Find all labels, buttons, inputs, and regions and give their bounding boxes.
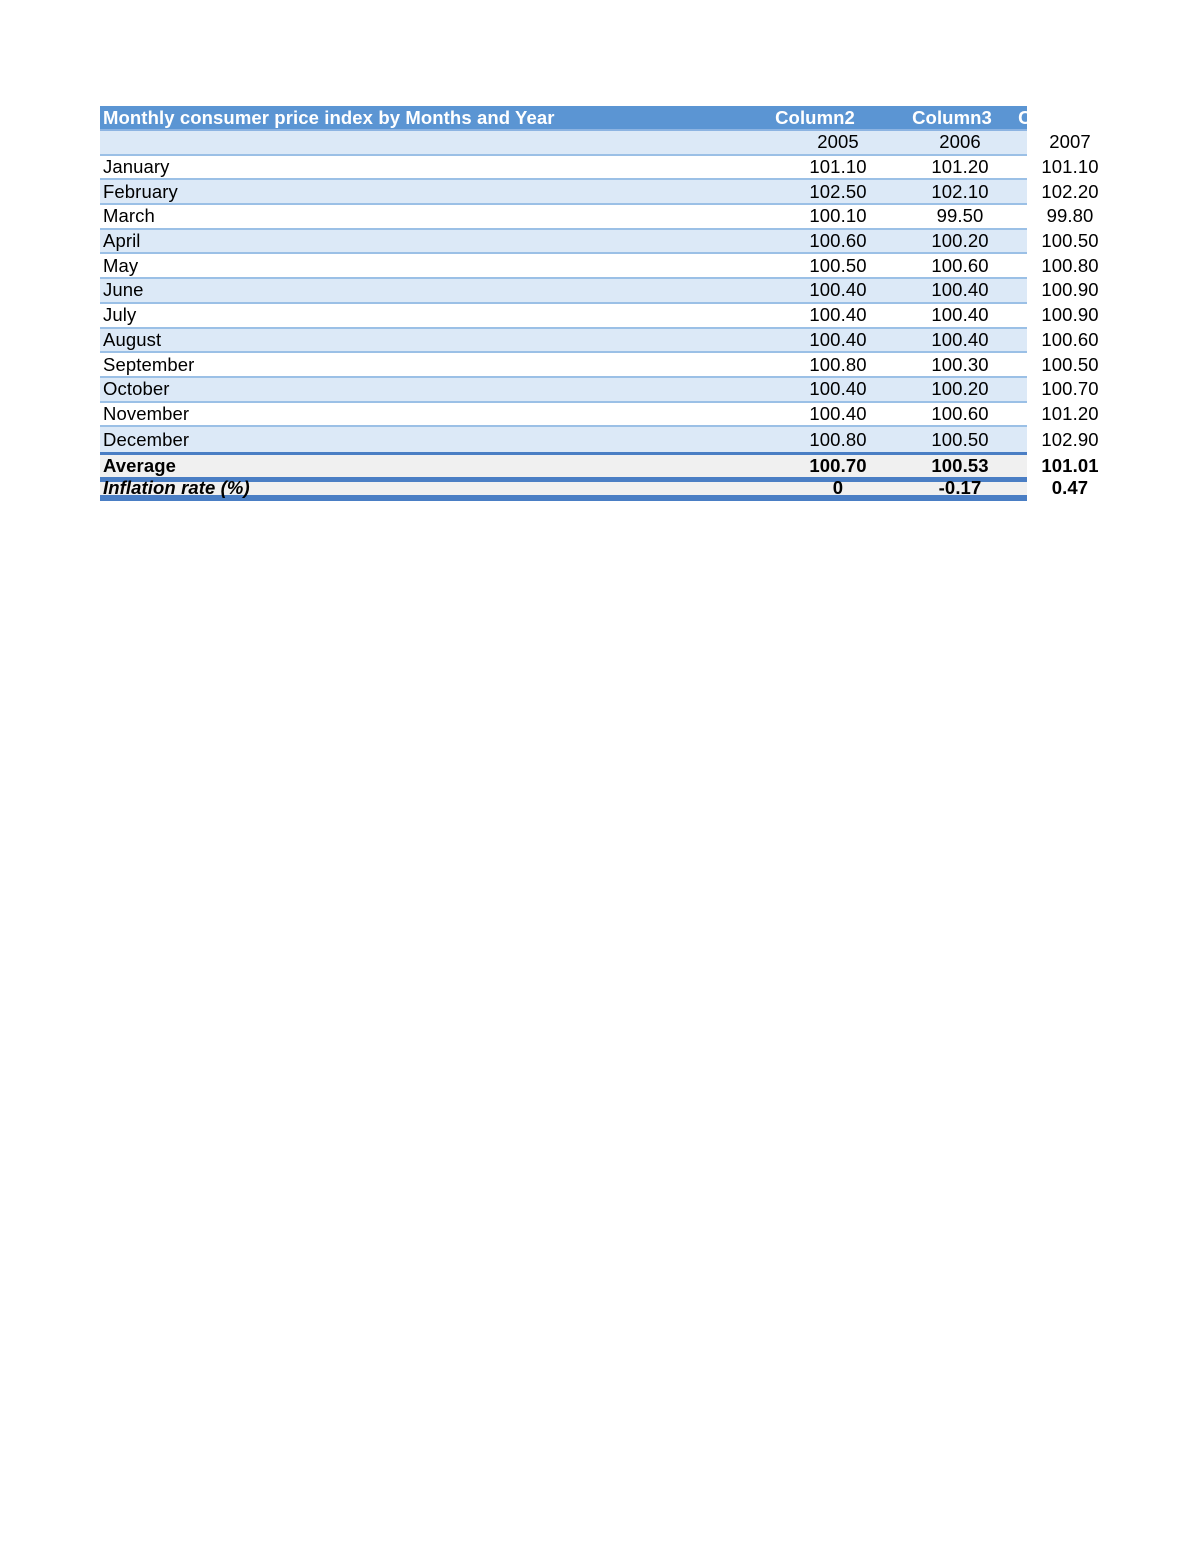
inflation-cell: 0: [832, 477, 844, 499]
table-row: [100, 402, 1099, 428]
value-cell: 101.10: [1041, 156, 1099, 178]
row-cells: [675, 279, 1099, 302]
value-cell: 100.40: [809, 328, 867, 350]
row-cells: [675, 230, 1099, 253]
inflation-label: Inflation rate (%): [103, 477, 250, 499]
inflation-row: [100, 477, 1089, 501]
value-cell: 100.80: [809, 428, 867, 450]
row-cells: [675, 378, 1099, 401]
row-label: December: [103, 428, 190, 450]
value-cell: 100.40: [809, 402, 867, 424]
row-label: September: [103, 353, 195, 375]
value-cell: 100.40: [931, 328, 989, 350]
value-cell: 102.90: [1041, 428, 1099, 450]
table-header-row: [100, 106, 1098, 131]
column-header: Column3: [912, 106, 992, 128]
average-cells: [675, 454, 1099, 477]
row-label: November: [103, 402, 190, 424]
inflation-cells: [675, 477, 1089, 499]
table-row: [100, 427, 1099, 452]
row-cells: [675, 205, 1094, 228]
row-label: July: [103, 304, 137, 326]
table-row: [100, 230, 1099, 255]
years-cells: [675, 131, 1091, 154]
column-header: Column4: [1018, 106, 1098, 128]
value-cell: 100.40: [931, 279, 989, 301]
table-row: [100, 378, 1099, 403]
value-cell: 101.20: [1041, 402, 1099, 424]
row-cells: [675, 254, 1099, 277]
row-cells: [675, 180, 1099, 203]
value-cell: 102.10: [931, 180, 989, 202]
value-cell: 102.20: [1041, 180, 1099, 202]
year-cell: 2006: [939, 131, 981, 153]
value-cell: 100.40: [809, 378, 867, 400]
row-label: January: [103, 156, 170, 178]
row-label: February: [103, 180, 178, 202]
value-cell: 100.40: [809, 304, 867, 326]
row-cells: [675, 402, 1099, 426]
value-cell: 100.50: [1041, 353, 1099, 375]
row-cells: [675, 304, 1099, 327]
table-row: [100, 328, 1099, 354]
value-cell: 100.40: [809, 279, 867, 301]
inflation-cell: 0.47: [1051, 477, 1089, 499]
value-cell: 100.20: [931, 378, 989, 400]
row-cells: [675, 156, 1099, 179]
average-row: [100, 452, 1099, 477]
value-cell: 100.10: [809, 205, 867, 227]
cpi-table: [100, 106, 1099, 501]
value-cell: 100.50: [809, 254, 867, 276]
value-cell: 100.60: [931, 402, 989, 424]
value-cell: 100.80: [809, 353, 867, 375]
value-cell: 100.40: [931, 304, 989, 326]
inflation-cell: -0.17: [938, 477, 982, 499]
row-cells: [675, 427, 1099, 452]
value-cell: 99.50: [936, 205, 984, 227]
value-cell: 101.20: [931, 156, 989, 178]
value-cell: 100.60: [809, 230, 867, 252]
years-row: [100, 131, 1091, 156]
average-cell: 101.01: [1041, 454, 1099, 476]
value-cell: 100.90: [1041, 304, 1099, 326]
table-row: [100, 205, 1094, 230]
value-cell: 100.70: [1041, 378, 1099, 400]
value-cell: 100.20: [931, 230, 989, 252]
row-label: June: [103, 279, 144, 301]
table-row: [100, 353, 1099, 378]
table-row: [100, 156, 1099, 181]
value-cell: 100.30: [931, 353, 989, 375]
value-cell: 100.60: [931, 254, 989, 276]
value-cell: 102.50: [809, 180, 867, 202]
row-cells: [675, 353, 1099, 376]
row-label: April: [103, 230, 141, 252]
row-cells: [675, 328, 1099, 352]
value-cell: 100.50: [1041, 230, 1099, 252]
table-row: [100, 180, 1099, 205]
row-label: May: [103, 254, 139, 276]
value-cell: 100.50: [931, 428, 989, 450]
table-row: [100, 254, 1099, 279]
header-columns: [675, 106, 1098, 129]
value-cell: 100.90: [1041, 279, 1099, 301]
year-cell: 2005: [817, 131, 859, 153]
column-header: Column2: [775, 106, 855, 128]
average-label: Average: [103, 454, 177, 476]
table-row: [100, 304, 1099, 329]
table-row: [100, 279, 1099, 304]
value-cell: 101.10: [809, 156, 867, 178]
row-label: August: [103, 328, 162, 350]
value-cell: 100.80: [1041, 254, 1099, 276]
average-cell: 100.70: [809, 454, 867, 476]
value-cell: 99.80: [1046, 205, 1094, 227]
row-label: October: [103, 378, 170, 400]
value-cell: 100.60: [1041, 328, 1099, 350]
table-title: Monthly consumer price index by Months and Year: [103, 106, 555, 128]
average-cell: 100.53: [931, 454, 989, 476]
year-cell: 2007: [1049, 131, 1091, 153]
row-label: March: [103, 205, 155, 227]
